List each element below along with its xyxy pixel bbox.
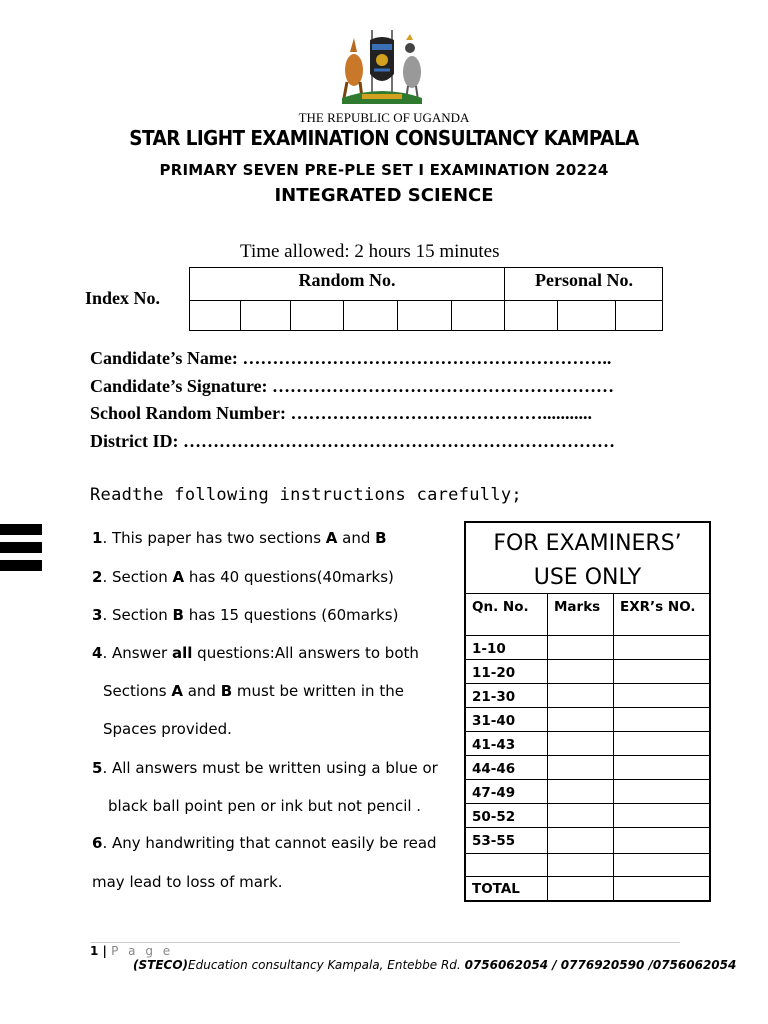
examiners-use-table [464,521,711,902]
margin-bar [0,542,42,553]
column-header-examiner: EXR’s NO. [620,599,696,615]
page-number: 1 | P a g e [90,944,174,958]
random-number-header: Random No. [298,270,396,290]
margin-bar [0,560,42,571]
column-header-question: Qn. No. [472,599,529,615]
table-row: 50-52 [472,809,516,825]
instruction-5: 5. All answers must be written using a blue or [92,759,438,777]
instruction-1: 1. This paper has two sections A and B [92,529,387,547]
footer-divider [90,942,680,943]
exam-title: PRIMARY SEVEN PRE-PLE SET I EXAMINATION 20224 [159,161,609,179]
table-row: 1-10 [472,641,506,657]
subject-title: INTEGRATED SCIENCE [274,185,494,206]
table-row: 47-49 [472,785,516,801]
instruction-4-continued: Spaces provided. [103,720,232,738]
margin-bar [0,524,42,535]
instructions-heading: Readthe following instructions carefully; [90,485,522,505]
district-id-line: District ID: ……………………………………………………………… [90,431,615,451]
school-random-number-line: School Random Number: ……………………………………........... [90,403,593,423]
table-row: 11-20 [472,665,516,681]
instruction-5-continued: black ball point pen or ink but not pencil . [108,797,422,815]
instruction-4: 4. Answer all questions:All answers to both [92,644,419,662]
table-row: 21-30 [472,689,516,705]
candidate-signature-line: Candidate’s Signature: ………………………………………………… [90,376,615,396]
table-row: 53-55 [472,833,516,849]
instruction-6: 6. Any handwriting that cannot easily be read [92,834,437,852]
coat-of-arms-emblem [332,22,432,108]
instruction-4-continued: Sections A and B must be written in the [103,682,404,700]
candidate-name-line: Candidate’s Name: …………………………………………………….. [90,348,612,368]
column-header-marks: Marks [554,599,601,615]
table-row: 44-46 [472,761,516,777]
index-number-table [189,267,663,331]
instruction-3: 3. Section B has 15 questions (60marks) [92,606,399,624]
footer-contact: (STECO)Education consultancy Kampala, Entebbe Rd. 0756062054 / 0776920590 /0756062054 [133,958,737,972]
time-allowed: Time allowed: 2 hours 15 minutes [240,241,500,262]
instruction-6-continued: may lead to loss of mark. [92,873,283,891]
organization-title: STAR LIGHT EXAMINATION CONSULTANCY KAMPALA [129,126,639,150]
total-row: TOTAL [472,881,520,897]
index-number-label: Index No. [85,288,161,308]
instruction-2: 2. Section A has 40 questions(40marks) [92,568,394,586]
table-row: 41-43 [472,737,516,753]
personal-number-header: Personal No. [535,270,633,290]
table-row: 31-40 [472,713,516,729]
examiners-table-title: FOR EXAMINERS’ USE ONLY [493,531,682,590]
republic-heading: THE REPUBLIC OF UGANDA [298,110,470,125]
